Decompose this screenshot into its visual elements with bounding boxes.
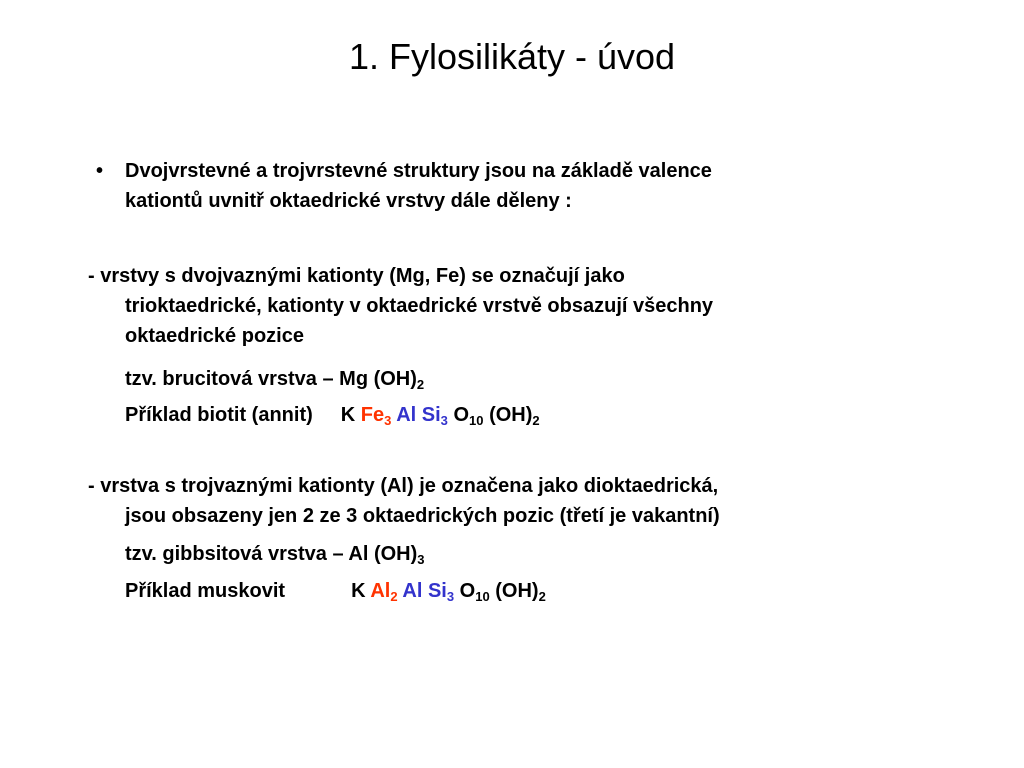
formula-al-si: Al $Si_3$ — [402, 580, 455, 604]
muscovite-example — [125, 576, 546, 606]
muscovite-formula — [351, 580, 546, 602]
slide-title: 1. Fylosilikáty - úvod — [348, 36, 676, 77]
divalent-line-2: trioktaedrické, kationty v oktaedrické vrstvě obsazují všechny — [125, 295, 714, 317]
formula-k: K — [351, 580, 366, 602]
bullet-icon: • — [96, 160, 104, 182]
formula-o: $O_{10}$ — [453, 404, 484, 428]
intro-line-2: kationtů uvnitř oktaedrické vrstvy dále děleny : — [125, 190, 572, 212]
gibbsite-layer — [125, 539, 425, 569]
biotite-formula — [341, 404, 540, 426]
formula-oh: $(OH)_2$ — [495, 580, 546, 604]
formula-al2: $Al_2$ — [370, 580, 398, 604]
gibbsite-layer-text: tzv. gibbsitová vrstva – Al (OH) — [125, 543, 418, 565]
trivalent-line-1: - vrstva s trojvaznými kationty (Al) je označena jako dioktaedrická, — [88, 475, 719, 497]
formula-oh: $(OH)_2$ — [489, 404, 540, 428]
intro-line-1: Dvojvrstevné a trojvrstevné struktury jsou na základě valence — [125, 160, 712, 182]
formula-o: $O_{10}$ — [459, 580, 490, 604]
divalent-line-1: - vrstvy s dvojvaznými kationty (Mg, Fe) se označují jako — [88, 265, 625, 287]
brucite-layer — [125, 364, 424, 394]
muscovite-label: Příklad muskovit — [125, 580, 286, 602]
biotite-label: Příklad biotit (annit) — [125, 404, 313, 426]
divalent-line-3: oktaedrické pozice — [125, 325, 304, 347]
brucite-layer-sub: 2 — [416, 376, 425, 392]
biotite-example — [125, 400, 540, 430]
formula-k: K — [340, 404, 356, 426]
brucite-layer-text: tzv. brucitová vrstva – Mg (OH) — [125, 368, 417, 390]
formula-fe: $Fe_3$ — [360, 404, 392, 428]
formula-al-si: Al $Si_3$ — [396, 404, 448, 428]
gibbsite-layer-sub: 3 — [417, 551, 425, 567]
trivalent-line-2: jsou obsazeny jen 2 ze 3 oktaedrických pozic (třetí je vakantní) — [125, 505, 720, 527]
